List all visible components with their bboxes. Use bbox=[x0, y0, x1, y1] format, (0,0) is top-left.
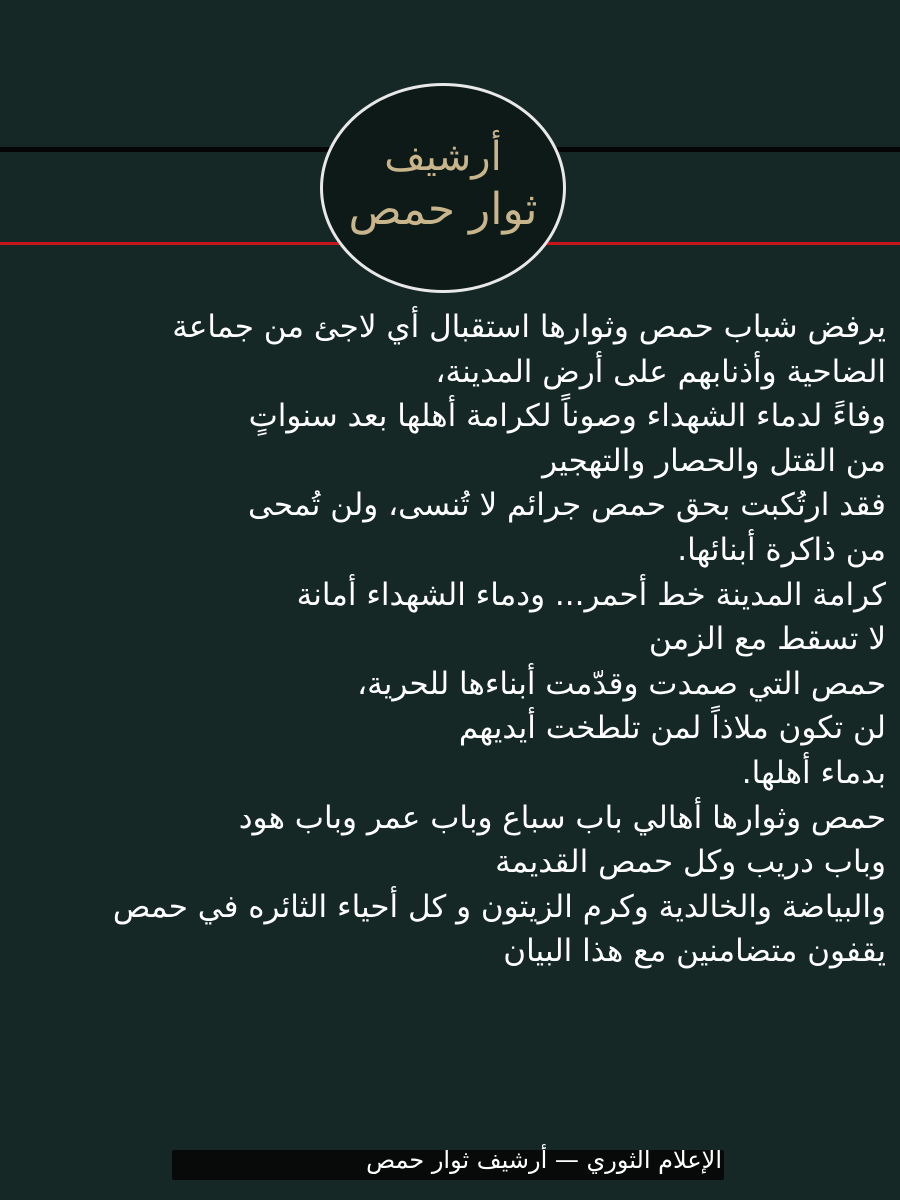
statement-line: يقفون متضامنين مع هذا البيان bbox=[503, 933, 886, 970]
statement-line: الضاحية وأذنابهم على أرض المدينة، bbox=[435, 353, 886, 390]
statement-text bbox=[20, 305, 886, 974]
statement-line: يرفض شباب حمص وثوارها استقبال أي لاجئ من جماعة bbox=[172, 309, 886, 345]
statement-line: كرامة المدينة خط أحمر... ودماء الشهداء أمانة bbox=[296, 576, 886, 613]
logo-line-2: ثوار حمص bbox=[348, 184, 538, 235]
statement-line: وباب دريب وكل حمص القديمة bbox=[495, 844, 886, 881]
logo-line-1: أرشيف bbox=[384, 134, 502, 180]
statement-line: بدماء أهلها. bbox=[741, 754, 886, 791]
statement-line: وفاءً لدماء الشهداء وصوناً لكرامة أهلها بعد سنواتٍ bbox=[248, 398, 886, 435]
statement-line: من القتل والحصار والتهجير bbox=[542, 442, 886, 479]
statement-line: لا تسقط مع الزمن bbox=[648, 621, 886, 658]
statement-line: فقد ارتُكبت بحق حمص جرائم لا تُنسى، ولن تُمحى bbox=[248, 487, 886, 524]
archive-logo bbox=[320, 83, 566, 293]
statement-line: حمص التي صمدت وقدّمت أبناءها للحرية، bbox=[357, 665, 886, 702]
statement-line: حمص وثوارها أهالي باب سباع وباب عمر وباب هود bbox=[238, 799, 886, 836]
signature: الإعلام الثوري — أرشيف ثوار حمص bbox=[366, 1146, 722, 1174]
statement-line: لن تكون ملاذاً لمن تلطخت أيديهم bbox=[458, 710, 886, 747]
statement-line: والبياضة والخالدية وكرم الزيتون و كل أحياء الثائره في حمص bbox=[112, 888, 886, 925]
statement-line: من ذاكرة أبنائها. bbox=[677, 531, 886, 568]
